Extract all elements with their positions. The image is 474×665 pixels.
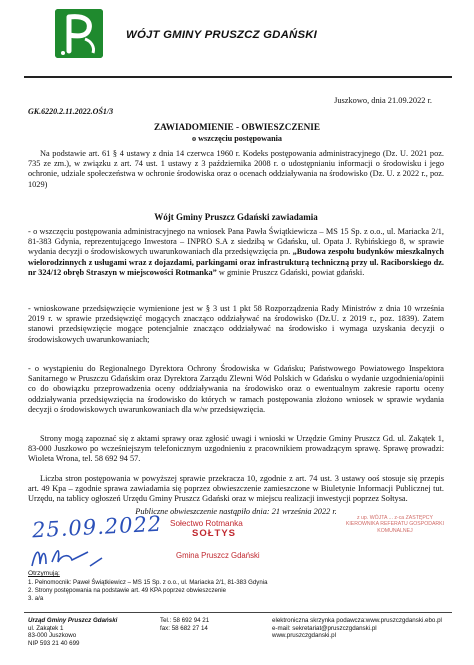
footer-fax: fax: 58 682 27 14 — [160, 624, 208, 632]
gmina-crest-icon — [55, 9, 103, 58]
footer-email: e-mail: sekretariat@pruszczgdanski.pl — [272, 624, 377, 632]
wojt-stamp: z up. WÓJTA ... z-ca ZASTĘPCY KIEROWNIKA REFERATU GOSPODARKI KOMUNALNEJ — [345, 515, 445, 534]
paragraph-classification: - wnioskowane przedsięwzięcie wymienione jest w § 3 ust 1 pkt 58 Rozporządzenia Rady Ministrów z dnia 10 września 2019 r. w sprawie przedsięwzięć mogących znacząco oddziaływać na środowisko (Dz.U. z 2019 r., poz. 1839). Zatem stanowi przedsięwzięcie mogące potencjalnie znacząco oddziaływać na środowisko i wymaga uzyskania decyzji o środowiskowych uwarunkowaniach; — [28, 304, 444, 344]
paragraph-access: Strony mogą zapoznać się z aktami sprawy oraz zgłosić uwagi i wnioski w Urzędzie Gminy Pruszcz Gd. ul. Zakątek 1, 83-000 Juszkowo po wcześniejszym telefonicznym uzgodnieniu z pracownikiem prowadzącym sprawę. Sprawę prowadzi: Wioleta Wrona, tel. 58 692 94 57. — [28, 434, 444, 464]
soltys-stamp-line2: SOŁTYS — [192, 528, 237, 539]
soltys-stamp — [170, 519, 260, 561]
document-subtitle: o wszczęciu postępowania — [191, 134, 283, 143]
header-title: WÓJT GMINY PRUSZCZ GDAŃSKI — [126, 29, 318, 41]
footer-www: www.pruszczgdanski.pl — [272, 632, 336, 640]
footer-address — [28, 617, 117, 647]
legal-basis-paragraph: Na podstawie art. 61 § 4 ustawy z dnia 14 czerwca 1960 r. Kodeks postępowania administracyjnego (Dz. U. 2021 poz. 735 ze zm.), w związku z art. 74 ust. 1 ustawy z 3 października 2008 r. o udostępnianiu informacji o środowisku i jego ochronie, udziale społeczeństwa w ochronie środowiska oraz o ocenach oddziaływania na środowisko (Dz. U. z 2022 r., poz. 1029) — [28, 149, 444, 189]
paragraph-notice: Liczba stron postępowania w powyższej sprawie przekracza 10, zgodnie z art. 74 ust. 3 ustawy ooś stosuje się przepis art. 49 Kpa – zgodnie sprawa zawiadamia się poprzez obwieszczenie zamieszczone w Biuletynie Informacji Publicznej tut. Urzędu, na tablicy ogłoszeń Urzędu Gminy Pruszcz Gdański oraz w miejscu realizacji inwestycji poprzez Sołtysa. — [28, 474, 444, 504]
handwritten-date: 25.09.2022 — [31, 511, 163, 543]
footer-divider — [24, 612, 452, 613]
list-item: 2. Strony postępowania na podstawie art. 49 KPA poprzez obwieszczenie — [28, 587, 227, 595]
recipients-heading: Otrzymują: — [28, 570, 60, 577]
soltys-stamp-line3: Gmina Pruszcz Gdański — [176, 551, 260, 560]
project-name: „Budowa zespołu budynków mieszkalnych wielorodzinnych z usługami wraz z dojazdami, parkingami oraz infrastrukturą techniczną przy ul. Raciborskiego dz. nr 324/12 obręb Straszyn w miejscowości Rotmanka” — [28, 247, 445, 277]
footer-street: ul. Zakątek 1 — [28, 624, 64, 632]
footer-city: 83-000 Juszkowo — [28, 632, 77, 640]
document-title: ZAWIADOMIENIE - OBWIESZCZENIE — [154, 122, 320, 132]
paragraph-consultation: - o wystąpieniu do Regionalnego Dyrektora Ochrony Środowiska w Gdańsku; Państwowego Powiatowego Inspektora Sanitarnego w Pruszczu Gdańskim oraz Dyrektora Zarządu Zlewni Wód Polskich w Gdańsku o wydanie uzgodnienia/opinii co do obowiązku przeprowadzenia oceny oddziaływania na środowisko oraz o ewentualnym zakresie raportu oceny oddziaływania przedsięwzięcia na środowisko do których w ramach postępowania złożono wniosek w sprawie wydania decyzji o środowiskowych uwarunkowaniach dla w/w przedsięwzięcia. — [28, 364, 444, 414]
publication-date: Publiczne obwieszczenie nastąpiło dnia: 21 września 2022 r. — [135, 507, 337, 516]
footer-electronic — [272, 617, 442, 640]
footer-phones — [160, 617, 209, 632]
footer-epuap: elektroniczna skrzynka podawcza:www.pruszczgdanski.ebo.pl — [272, 617, 442, 624]
list-item: 3. a/a — [28, 595, 44, 603]
paragraph-initiation-tail: w gminie Pruszcz Gdański, powiat gdański. — [218, 267, 365, 277]
case-reference: GK.6220.2.11.2022.OŚ1/3 — [28, 107, 114, 116]
paragraph-initiation-text: - o wszczęciu postępowania administracyjnego na wniosek Pana Pawła Świątkiewicza – MS 15 Sp. z o.o., ul. Mariacka 2/1, 81-383 Gdynia, reprezentującego Inwestora – INPRO S.A z siedzibą w Gdańsku, ul. Opata J. Rybińskiego 8, w sprawie wydania decyzji o środowiskowych uwarunkowaniach dla przedsięwzięcia pn. — [28, 227, 444, 257]
header-divider — [24, 76, 452, 78]
dateline: Juszkowo, dnia 21.09.2022 r. — [334, 96, 432, 105]
footer-office-name: Urząd Gminy Pruszcz Gdański — [28, 617, 118, 624]
paragraph-initiation — [28, 227, 444, 278]
list-item: 1. Pełnomocnik: Paweł Świątkiewicz – MS 15 Sp. z o.o., ul. Mariacka 2/1, 81-383 Gdynia — [28, 579, 268, 586]
recipients-list — [28, 579, 448, 603]
footer-tel: Tel.: 58 692 94 21 — [160, 617, 210, 624]
announcement-heading: Wójt Gminy Pruszcz Gdański zawiadamia — [154, 212, 318, 222]
handwritten-signature — [28, 544, 108, 570]
footer-nip: NIP 593 21 40 699 — [28, 639, 80, 647]
soltys-stamp-line1: Sołectwo Rotmanka — [170, 519, 243, 528]
